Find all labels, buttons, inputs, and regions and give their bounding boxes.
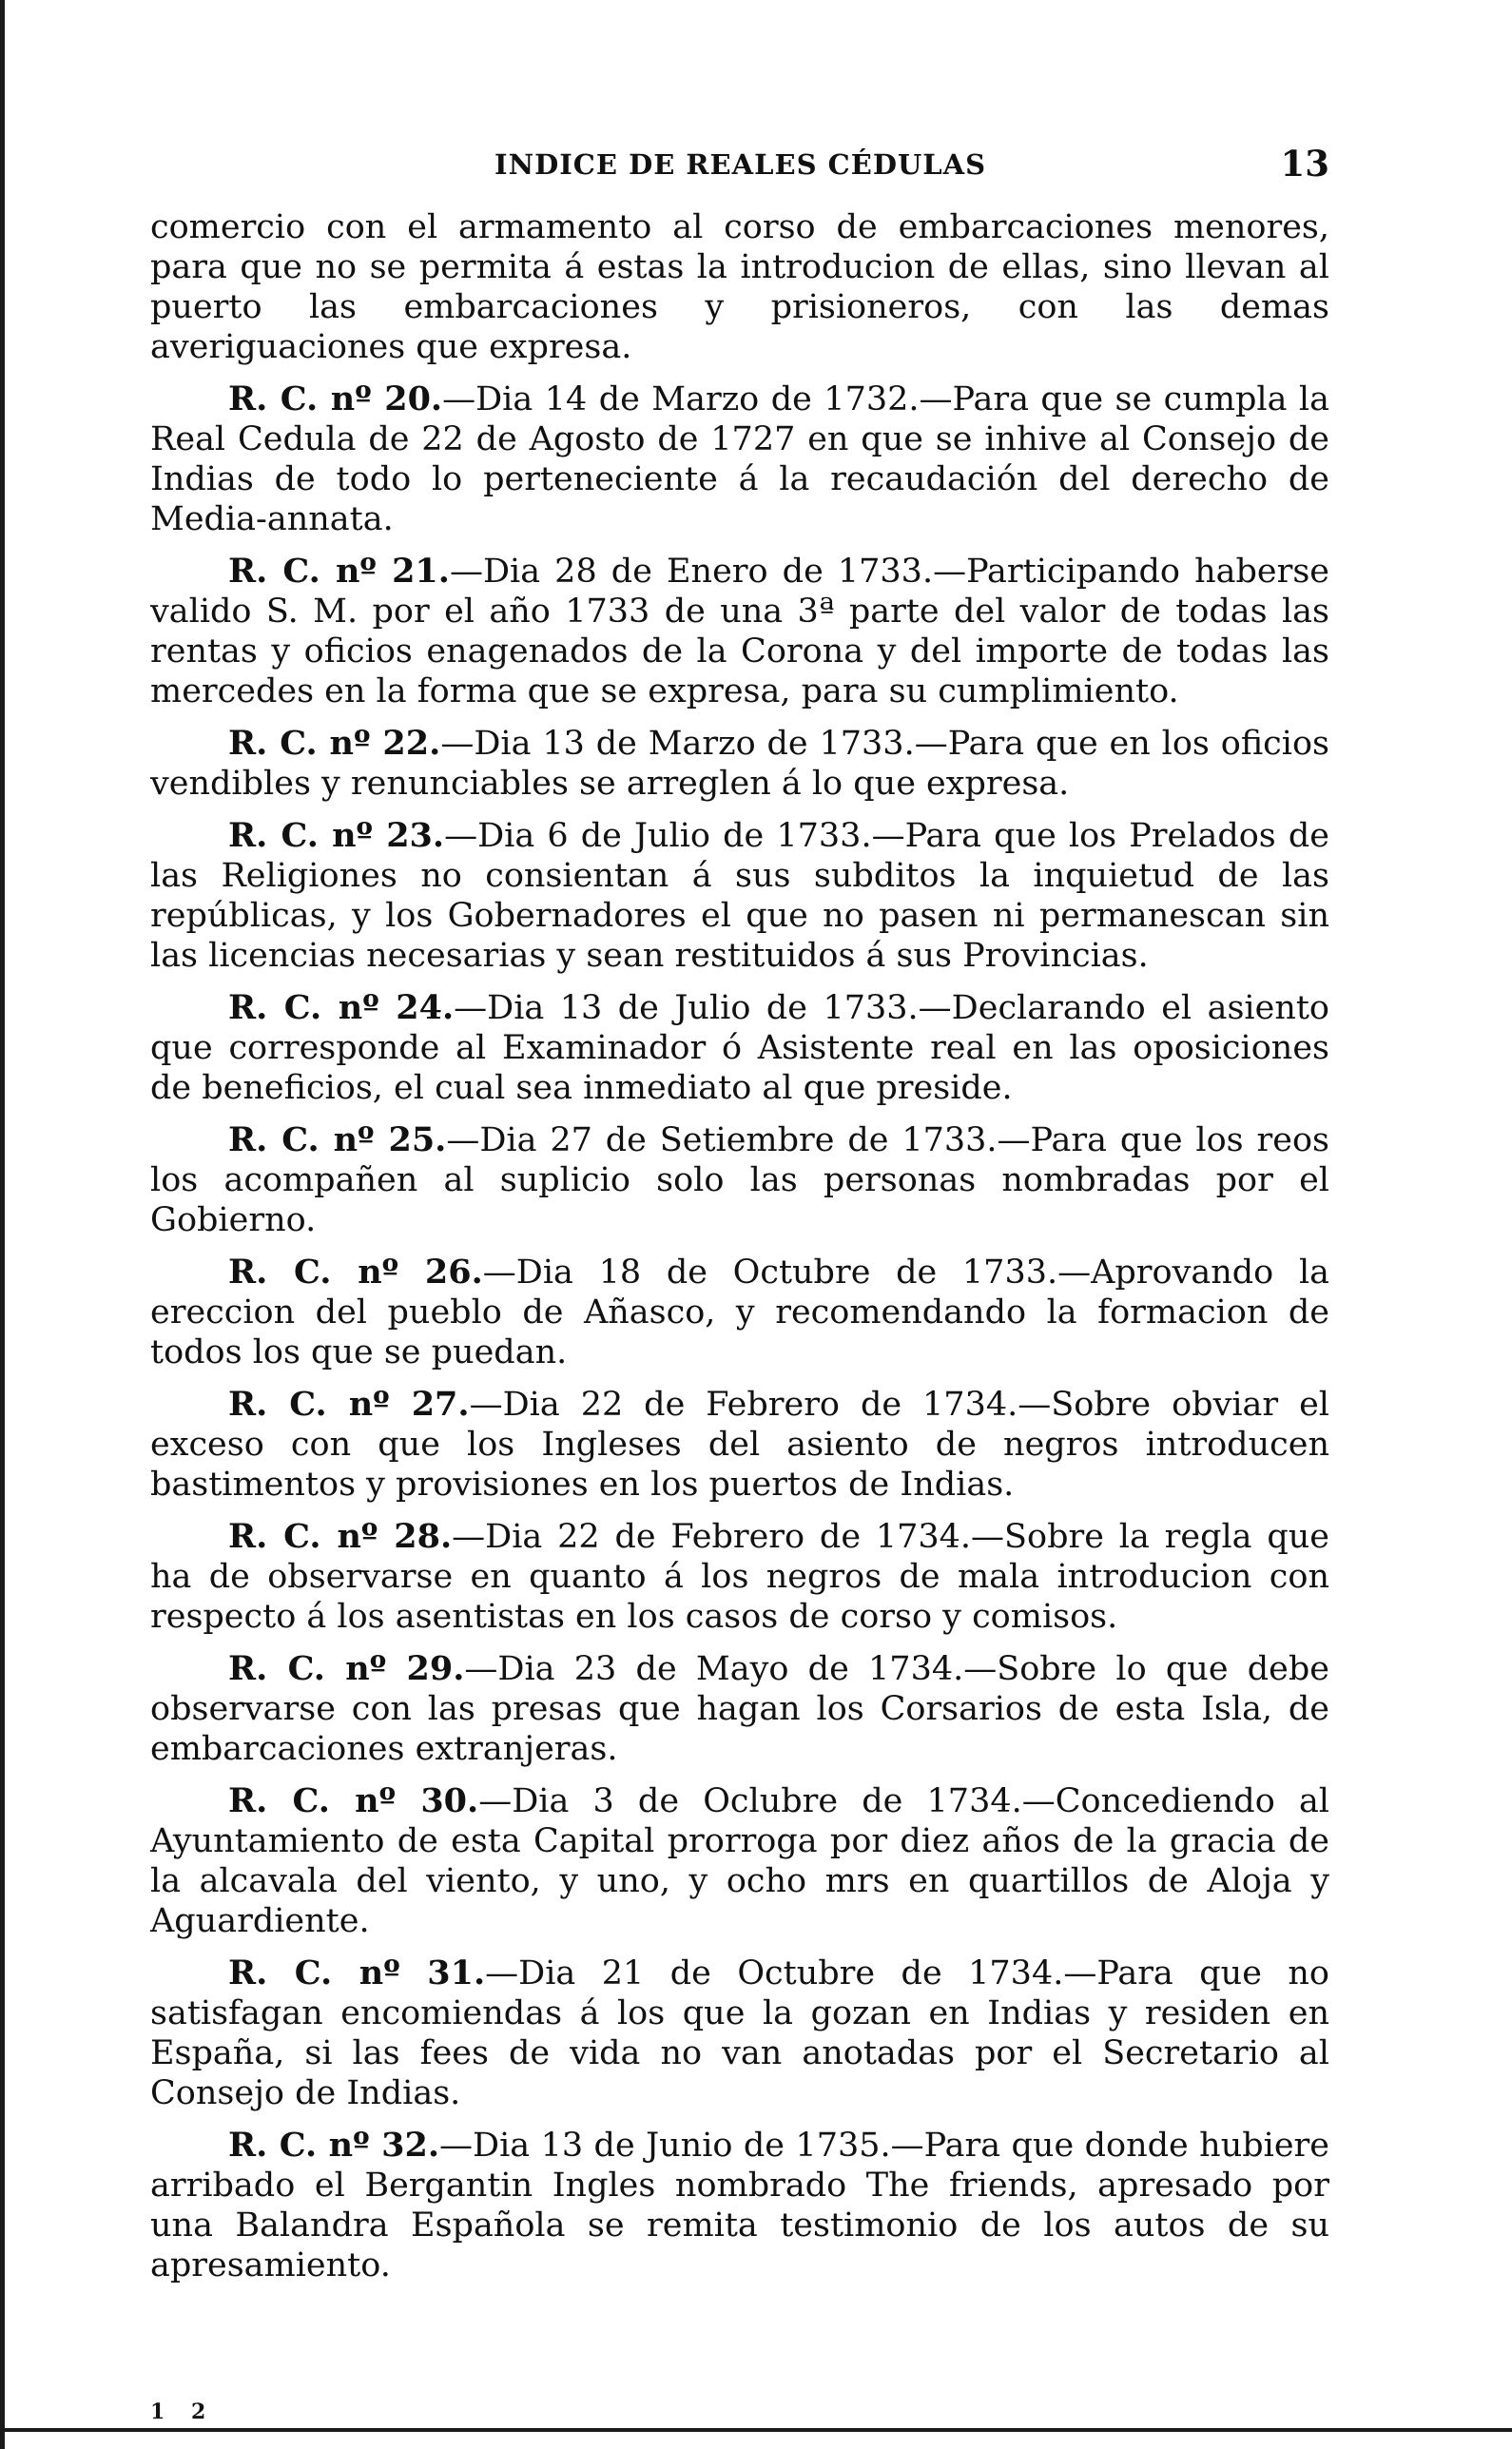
entry-reference: R. C. nº 21.: [228, 552, 450, 591]
entry-text: —Dia 27 de Setiembre de 1733.—Para que los reos los acompañen al suplicio solo las personas nombradas por el Gobierno.: [150, 1121, 1329, 1239]
entry-reference: R. C. nº 22.: [228, 724, 441, 763]
entry-text: —Dia 21 de Octubre de 1734.—Para que no satisfagan encomiendas á los que la gozan en Indias y residen en España, si las fees de vida no van anotadas por el Secretario al Consejo de Indias.: [150, 1954, 1330, 2112]
scan-bottom-edge: [0, 2428, 1512, 2432]
running-title: INDICE DE REALES CÉDULAS: [494, 148, 987, 181]
entry-reference: R. C. nº 26.: [228, 1253, 483, 1292]
entry-text: —Dia 3 de Oclubre de 1734.—Concediendo al Ayuntamiento de esta Capital prorroga por diez años de la gracia de la alcavala del viento, y uno, y ocho mrs en quartillos de Aloja y Aguardiente.: [150, 1782, 1330, 1940]
entry-reference: R. C. nº 32.: [228, 2126, 440, 2165]
entry-text: —Dia 14 de Marzo de 1732.—Para que se cumpla la Real Cedula de 22 de Agosto de 1727 en que se inhive al Consejo de Indias de todo lo perteneciente á la recaudación del derecho de Media-annata.: [150, 380, 1329, 538]
entry-text: —Dia 13 de Marzo de 1733.—Para que en los oficios vendibles y renunciables se arreglen á lo que expresa.: [150, 725, 1330, 803]
cedula-entry-22: [150, 724, 1329, 804]
page-number: 13: [1280, 143, 1329, 185]
entry-reference: R. C. nº 30.: [228, 1781, 479, 1820]
paragraph-text: comercio con el armamento al corso de embarcaciones menores, para que no se permita á estas la introducion de ellas, sino llevan al puerto las embarcaciones y prisioneros, con las demas averiguaciones que expresa.: [150, 208, 1329, 366]
cedula-entry-25: [150, 1120, 1329, 1240]
cedula-entry-30: [150, 1781, 1329, 1941]
cedula-entry-24: [150, 988, 1329, 1108]
cedula-entry-29: [150, 1649, 1329, 1769]
cedula-entry-27: [150, 1385, 1329, 1505]
cedula-entry-21: [150, 552, 1329, 711]
entry-reference: R. C. nº 29.: [228, 1649, 465, 1688]
paragraph-continuation: [150, 207, 1329, 367]
entry-text: —Dia 13 de Julio de 1733.—Declarando el asiento que corresponde al Examinador ó Asistente real en las oposiciones de beneficios, el cual sea inmediato al que preside.: [150, 989, 1330, 1107]
cedula-entry-31: [150, 1953, 1329, 2113]
document-page: [150, 141, 1330, 2424]
cedula-entry-26: [150, 1253, 1329, 1372]
cedula-entry-23: [150, 816, 1329, 976]
entry-text: —Dia 6 de Julio de 1733.—Para que los Prelados de las Religiones no consientan á sus subditos la inquietud de las repúblicas, y los Gobernadores el que no pasen ni permanescan sin las licencias necesarias y sean restituidos á sus Provincias.: [150, 817, 1329, 975]
entry-text: —Dia 23 de Mayo de 1734.—Sobre lo que debe observarse con las presas que hagan los Corsarios de esta Isla, de embarcaciones extranjeras.: [150, 1650, 1329, 1768]
entry-reference: R. C. nº 20.: [228, 379, 443, 418]
entry-text: —Dia 22 de Febrero de 1734.—Sobre obviar el exceso con que los Ingleses del asiento de negros introducen bastimentos y provisiones en los puertos de Indias.: [150, 1386, 1329, 1504]
entry-reference: R. C. nº 23.: [228, 816, 445, 855]
entry-text: —Dia 22 de Febrero de 1734.—Sobre la regla que ha de observarse en quanto á los negros de mala introducion con respecto á los asentistas en los casos de corso y comisos.: [150, 1518, 1330, 1636]
entry-reference: R. C. nº 24.: [228, 988, 455, 1027]
running-head: [150, 141, 1329, 194]
body-text: [150, 207, 1329, 2285]
cedula-entry-32: [150, 2126, 1329, 2285]
cedula-entry-28: [150, 1517, 1329, 1637]
entry-reference: R. C. nº 25.: [228, 1120, 447, 1159]
entry-text: —Dia 13 de Junio de 1735.—Para que donde hubiere arribado el Bergantin Ingles nombrado The friends, apresado por una Balandra Española se remita testimonio de los autos de su apresamiento.: [150, 2127, 1329, 2284]
entry-reference: R. C. nº 27.: [228, 1385, 470, 1424]
entry-text: —Dia 28 de Enero de 1733.—Participando haberse valido S. M. por el año 1733 de una 3ª parte del valor de todas las rentas y oficios enagenados de la Corona y del importe de todas las mercedes en la forma que se expresa, para su cumplimiento.: [150, 553, 1329, 710]
scan-left-edge: [0, 0, 5, 2449]
printer-signature-mark: 1 2: [150, 2400, 216, 2424]
entry-reference: R. C. nº 28.: [228, 1517, 453, 1556]
entry-text: —Dia 18 de Octubre de 1733.—Aprovando la ereccion del pueblo de Añasco, y recomendando la formacion de todos los que se puedan.: [150, 1254, 1329, 1371]
entry-reference: R. C. nº 31.: [228, 1953, 486, 1992]
cedula-entry-20: [150, 379, 1329, 539]
